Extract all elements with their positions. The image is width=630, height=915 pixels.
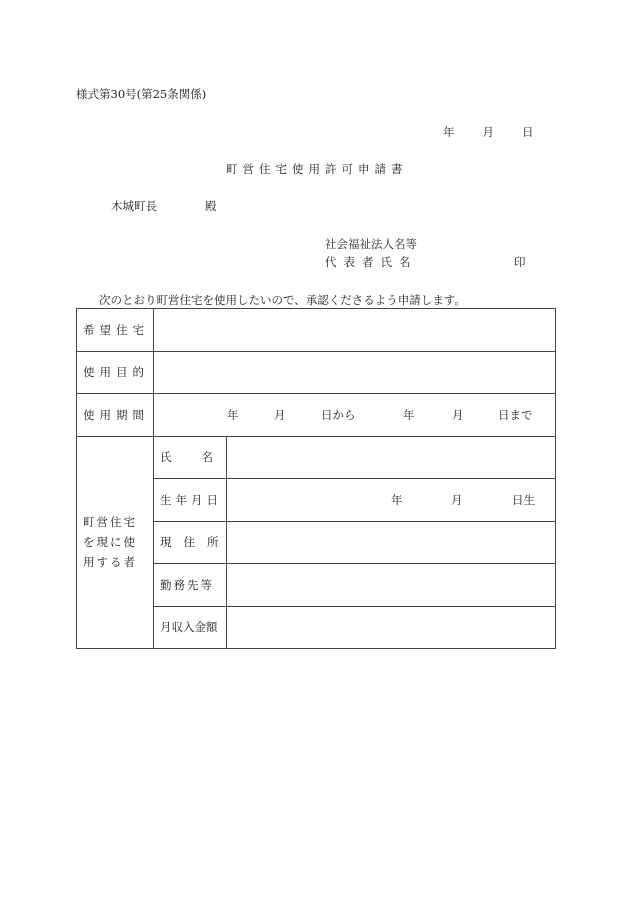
dob-field[interactable]	[227, 479, 556, 522]
intro-text: 次のとおり町営住宅を使用したいので、承認くださるよう申請します。	[99, 293, 466, 307]
table-row	[77, 309, 556, 352]
addressee-name: 木城町長	[111, 199, 157, 213]
application-table	[76, 308, 556, 649]
workplace-field[interactable]	[227, 564, 556, 607]
desired-housing-field[interactable]	[154, 309, 556, 352]
table-row	[77, 436, 556, 479]
address-label: 現住所	[154, 521, 227, 564]
purpose-label: 使用目的	[77, 351, 154, 394]
dob-month: 月	[451, 493, 463, 507]
date-year: 年	[443, 125, 455, 139]
period-to-day: 日まで	[498, 408, 533, 422]
period-label: 使用期間	[77, 394, 154, 437]
seal-mark: 印	[514, 255, 526, 269]
period-from-month: 月	[274, 408, 286, 422]
applicant-rep-label: 代表者氏名	[325, 255, 418, 269]
period-from-year: 年	[227, 408, 239, 422]
period-to-year: 年	[403, 408, 415, 422]
date-month: 月	[482, 125, 494, 139]
form-number: 様式第30号(第25条関係)	[76, 87, 207, 101]
current-user-label: 町営住宅を現に使用する者	[77, 436, 154, 649]
date-day: 日	[522, 125, 534, 139]
name-field[interactable]	[227, 436, 556, 479]
applicant-org-label: 社会福祉法人名等	[325, 237, 417, 251]
period-from-day: 日から	[321, 408, 356, 422]
table-row	[77, 351, 556, 394]
income-field[interactable]	[227, 606, 556, 649]
address-field[interactable]	[227, 521, 556, 564]
period-to-month: 月	[452, 408, 464, 422]
dob-label: 生年月日	[154, 479, 227, 522]
dob-day: 日生	[512, 493, 535, 507]
purpose-field[interactable]	[154, 351, 556, 394]
addressee-honorific: 殿	[205, 199, 217, 213]
table-row	[77, 394, 556, 437]
date-line	[443, 124, 534, 140]
document-title: 町営住宅使用許可申請書	[226, 162, 408, 176]
dob-year: 年	[391, 493, 403, 507]
workplace-label: 勤務先等	[154, 564, 227, 607]
addressee	[111, 198, 217, 214]
name-label: 氏名	[154, 436, 227, 479]
desired-housing-label: 希望住宅	[77, 309, 154, 352]
period-field[interactable]	[154, 394, 556, 437]
income-label: 月収入金額	[154, 606, 227, 649]
